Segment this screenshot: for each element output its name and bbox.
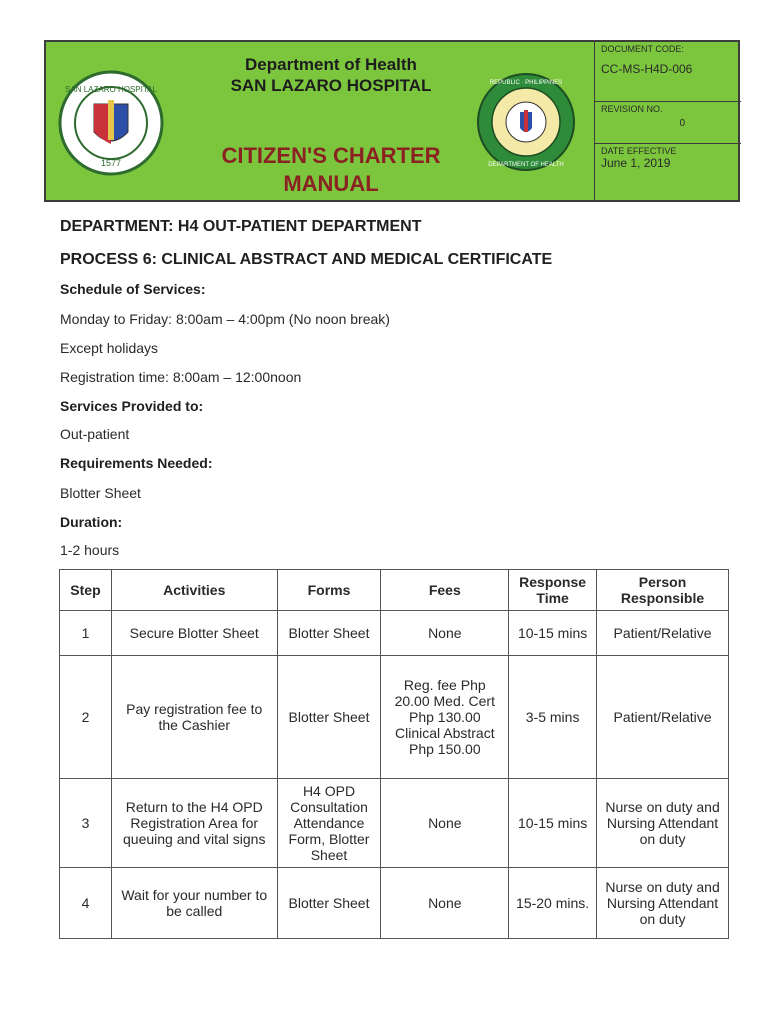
table-row xyxy=(60,868,729,939)
hospital-seal-icon xyxy=(58,70,164,176)
cell-forms: Blotter Sheet xyxy=(277,656,381,779)
org-line-2: SAN LAZARO HOSPITAL xyxy=(230,76,432,95)
cell-response-time: 10-15 mins xyxy=(509,611,597,656)
requirements-value: Blotter Sheet xyxy=(60,485,141,501)
cell-activity: Secure Blotter Sheet xyxy=(111,611,277,656)
document-header xyxy=(44,40,740,202)
cell-fees: None xyxy=(381,779,509,868)
org-line-1: Department of Health xyxy=(245,55,417,74)
department-heading: DEPARTMENT: H4 OUT-PATIENT DEPARTMENT xyxy=(60,218,422,235)
requirements-heading: Requirements Needed: xyxy=(60,455,213,471)
doc-code-label: DOCUMENT CODE: xyxy=(601,44,684,54)
cell-person: Patient/Relative xyxy=(597,611,729,656)
header-person-responsible: Person Responsible xyxy=(597,570,729,611)
cell-step: 1 xyxy=(60,611,112,656)
table-header-row xyxy=(60,570,729,611)
manual-line-2: MANUAL xyxy=(283,171,379,196)
cell-forms: Blotter Sheet xyxy=(277,868,381,939)
cell-activity: Pay registration fee to the Cashier xyxy=(111,656,277,779)
revision-value: 0 xyxy=(679,118,685,129)
cell-person: Nurse on duty and Nursing Attendant on duty xyxy=(597,779,729,868)
revision-cell xyxy=(595,102,741,144)
cell-step: 4 xyxy=(60,868,112,939)
schedule-line-1: Monday to Friday: 8:00am – 4:00pm (No noon break) xyxy=(60,311,390,327)
cell-fees: None xyxy=(381,611,509,656)
process-heading: PROCESS 6: CLINICAL ABSTRACT AND MEDICAL CERTIFICATE xyxy=(60,251,553,268)
right-seal-text-top: REPUBLIC · PHILIPPINES xyxy=(489,80,563,86)
cell-response-time: 3-5 mins xyxy=(509,656,597,779)
date-cell xyxy=(595,144,741,198)
schedule-line-2: Except holidays xyxy=(60,340,159,356)
cell-person: Patient/Relative xyxy=(597,656,729,779)
cell-forms: H4 OPD Consultation Attendance Form, Blotter Sheet xyxy=(277,779,381,868)
doh-seal-icon xyxy=(476,72,576,172)
left-seal-text: SAN LAZARO HOSPITAL xyxy=(65,85,157,94)
duration-heading: Duration: xyxy=(60,514,123,530)
cell-fees: Reg. fee Php 20.00 Med. Cert Php 130.00 Clinical Abstract Php 150.00 xyxy=(381,656,509,779)
date-label: DATE EFFECTIVE xyxy=(601,146,677,156)
header-activities: Activities xyxy=(111,570,277,611)
cell-person: Nurse on duty and Nursing Attendant on duty xyxy=(597,868,729,939)
doc-code-cell xyxy=(595,42,741,102)
document-code-box xyxy=(594,42,741,200)
header-step: Step xyxy=(60,570,112,611)
cell-step: 2 xyxy=(60,656,112,779)
cell-fees: None xyxy=(381,868,509,939)
process-table xyxy=(59,569,729,939)
header-response-time: Response Time xyxy=(509,570,597,611)
duration-value: 1-2 hours xyxy=(60,542,120,558)
table-row xyxy=(60,611,729,656)
header-forms: Forms xyxy=(277,570,381,611)
schedule-heading: Schedule of Services: xyxy=(60,281,206,297)
cell-forms: Blotter Sheet xyxy=(277,611,381,656)
services-heading: Services Provided to: xyxy=(60,398,204,414)
cell-activity: Return to the H4 OPD Registration Area for queuing and vital signs xyxy=(111,779,277,868)
right-seal-text-bottom: DEPARTMENT OF HEALTH xyxy=(488,162,564,168)
cell-response-time: 10-15 mins xyxy=(509,779,597,868)
cell-response-time: 15-20 mins. xyxy=(509,868,597,939)
header-fees: Fees xyxy=(381,570,509,611)
manual-title xyxy=(186,142,476,198)
organization-title xyxy=(186,54,476,96)
cell-step: 3 xyxy=(60,779,112,868)
schedule-line-3: Registration time: 8:00am – 12:00noon xyxy=(60,369,302,385)
left-seal-year: 1577 xyxy=(100,158,122,168)
services-value: Out-patient xyxy=(60,426,130,442)
date-value: June 1, 2019 xyxy=(601,156,671,170)
table-row xyxy=(60,779,729,868)
revision-label: REVISION NO. xyxy=(601,104,663,114)
cell-activity: Wait for your number to be called xyxy=(111,868,277,939)
manual-line-1: CITIZEN'S CHARTER xyxy=(221,143,441,168)
doc-code-value: CC-MS-H4D-006 xyxy=(601,62,693,76)
table-row xyxy=(60,656,729,779)
